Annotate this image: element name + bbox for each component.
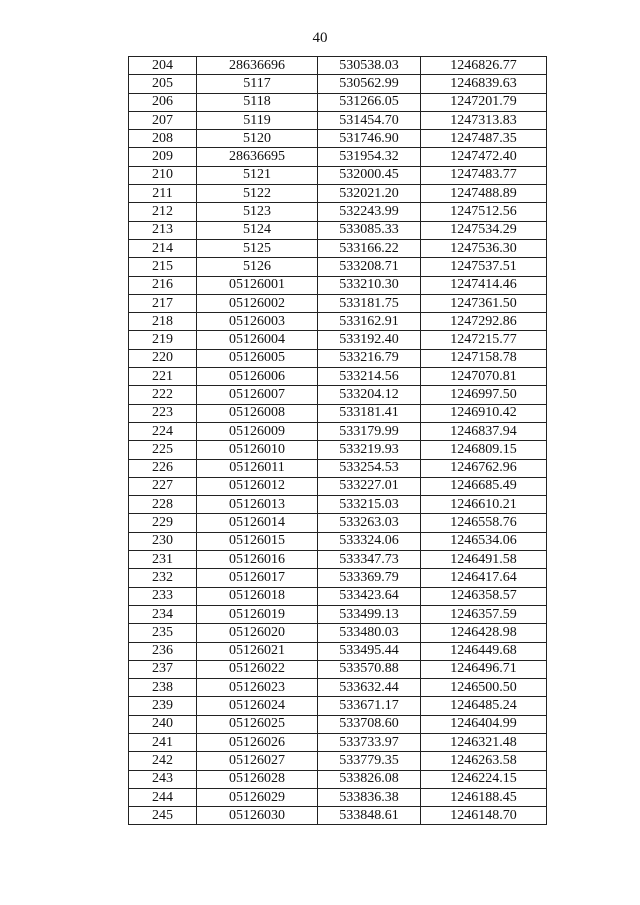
y-coordinate-cell: 1246558.76 <box>421 514 547 532</box>
y-coordinate-cell: 1247472.40 <box>421 148 547 166</box>
y-coordinate-cell: 1246263.58 <box>421 752 547 770</box>
x-coordinate-cell: 533324.06 <box>318 532 421 550</box>
y-coordinate-cell: 1247361.50 <box>421 294 547 312</box>
y-coordinate-cell: 1246610.21 <box>421 496 547 514</box>
y-coordinate-cell: 1247512.56 <box>421 203 547 221</box>
y-coordinate-cell: 1247534.29 <box>421 221 547 239</box>
table-row <box>129 276 547 294</box>
point-id-cell: 28636695 <box>197 148 318 166</box>
row-number-cell: 218 <box>129 313 197 331</box>
point-id-cell: 05126018 <box>197 587 318 605</box>
point-id-cell: 05126025 <box>197 715 318 733</box>
x-coordinate-cell: 533499.13 <box>318 605 421 623</box>
row-number-cell: 207 <box>129 111 197 129</box>
row-number-cell: 204 <box>129 57 197 75</box>
x-coordinate-cell: 533733.97 <box>318 733 421 751</box>
x-coordinate-cell: 533671.17 <box>318 697 421 715</box>
point-id-cell: 5118 <box>197 93 318 111</box>
x-coordinate-cell: 533227.01 <box>318 477 421 495</box>
y-coordinate-cell: 1247313.83 <box>421 111 547 129</box>
row-number-cell: 226 <box>129 459 197 477</box>
y-coordinate-cell: 1246837.94 <box>421 422 547 440</box>
y-coordinate-cell: 1246762.96 <box>421 459 547 477</box>
table-row <box>129 807 547 825</box>
x-coordinate-cell: 532000.45 <box>318 166 421 184</box>
row-number-cell: 224 <box>129 422 197 440</box>
row-number-cell: 222 <box>129 386 197 404</box>
point-id-cell: 05126011 <box>197 459 318 477</box>
table-row <box>129 313 547 331</box>
x-coordinate-cell: 533570.88 <box>318 660 421 678</box>
row-number-cell: 208 <box>129 130 197 148</box>
y-coordinate-cell: 1246428.98 <box>421 624 547 642</box>
x-coordinate-cell: 533204.12 <box>318 386 421 404</box>
row-number-cell: 230 <box>129 532 197 550</box>
row-number-cell: 209 <box>129 148 197 166</box>
table-row <box>129 185 547 203</box>
y-coordinate-cell: 1246449.68 <box>421 642 547 660</box>
x-coordinate-cell: 531954.32 <box>318 148 421 166</box>
x-coordinate-cell: 533162.91 <box>318 313 421 331</box>
x-coordinate-cell: 533166.22 <box>318 239 421 257</box>
x-coordinate-cell: 533210.30 <box>318 276 421 294</box>
row-number-cell: 227 <box>129 477 197 495</box>
y-coordinate-cell: 1246997.50 <box>421 386 547 404</box>
table-row <box>129 294 547 312</box>
row-number-cell: 211 <box>129 185 197 203</box>
point-id-cell: 05126021 <box>197 642 318 660</box>
row-number-cell: 217 <box>129 294 197 312</box>
x-coordinate-cell: 533179.99 <box>318 422 421 440</box>
x-coordinate-cell: 531746.90 <box>318 130 421 148</box>
x-coordinate-cell: 533192.40 <box>318 331 421 349</box>
y-coordinate-cell: 1247292.86 <box>421 313 547 331</box>
x-coordinate-cell: 533214.56 <box>318 368 421 386</box>
row-number-cell: 232 <box>129 569 197 587</box>
x-coordinate-cell: 530538.03 <box>318 57 421 75</box>
point-id-cell: 05126009 <box>197 422 318 440</box>
table-row <box>129 349 547 367</box>
table-row <box>129 422 547 440</box>
row-number-cell: 239 <box>129 697 197 715</box>
row-number-cell: 234 <box>129 605 197 623</box>
row-number-cell: 225 <box>129 441 197 459</box>
x-coordinate-cell: 531266.05 <box>318 93 421 111</box>
table-row <box>129 166 547 184</box>
y-coordinate-cell: 1246826.77 <box>421 57 547 75</box>
x-coordinate-cell: 531454.70 <box>318 111 421 129</box>
x-coordinate-cell: 533826.08 <box>318 770 421 788</box>
table-row <box>129 111 547 129</box>
y-coordinate-cell: 1246685.49 <box>421 477 547 495</box>
table-row <box>129 404 547 422</box>
table-row <box>129 239 547 257</box>
row-number-cell: 229 <box>129 514 197 532</box>
point-id-cell: 05126014 <box>197 514 318 532</box>
table-row <box>129 459 547 477</box>
x-coordinate-cell: 533708.60 <box>318 715 421 733</box>
point-id-cell: 05126019 <box>197 605 318 623</box>
point-id-cell: 05126027 <box>197 752 318 770</box>
y-coordinate-cell: 1246496.71 <box>421 660 547 678</box>
x-coordinate-cell: 533215.03 <box>318 496 421 514</box>
point-id-cell: 05126015 <box>197 532 318 550</box>
table-row <box>129 605 547 623</box>
row-number-cell: 220 <box>129 349 197 367</box>
x-coordinate-cell: 533216.79 <box>318 349 421 367</box>
table-row <box>129 569 547 587</box>
x-coordinate-cell: 533347.73 <box>318 551 421 569</box>
row-number-cell: 228 <box>129 496 197 514</box>
x-coordinate-cell: 530562.99 <box>318 75 421 93</box>
y-coordinate-cell: 1247487.35 <box>421 130 547 148</box>
point-id-cell: 5117 <box>197 75 318 93</box>
point-id-cell: 05126013 <box>197 496 318 514</box>
point-id-cell: 05126024 <box>197 697 318 715</box>
x-coordinate-cell: 533085.33 <box>318 221 421 239</box>
y-coordinate-cell: 1246839.63 <box>421 75 547 93</box>
y-coordinate-cell: 1246534.06 <box>421 532 547 550</box>
x-coordinate-cell: 533632.44 <box>318 679 421 697</box>
row-number-cell: 214 <box>129 239 197 257</box>
row-number-cell: 243 <box>129 770 197 788</box>
table-row <box>129 203 547 221</box>
row-number-cell: 236 <box>129 642 197 660</box>
table-row <box>129 551 547 569</box>
row-number-cell: 233 <box>129 587 197 605</box>
point-id-cell: 05126003 <box>197 313 318 331</box>
x-coordinate-cell: 533219.93 <box>318 441 421 459</box>
y-coordinate-cell: 1246417.64 <box>421 569 547 587</box>
table-row <box>129 221 547 239</box>
point-id-cell: 05126026 <box>197 733 318 751</box>
x-coordinate-cell: 533181.75 <box>318 294 421 312</box>
coordinates-table-body <box>129 57 547 825</box>
point-id-cell: 5119 <box>197 111 318 129</box>
y-coordinate-cell: 1246188.45 <box>421 788 547 806</box>
point-id-cell: 5121 <box>197 166 318 184</box>
point-id-cell: 05126016 <box>197 551 318 569</box>
table-row <box>129 752 547 770</box>
table-row <box>129 733 547 751</box>
table-row <box>129 130 547 148</box>
y-coordinate-cell: 1247201.79 <box>421 93 547 111</box>
x-coordinate-cell: 533369.79 <box>318 569 421 587</box>
y-coordinate-cell: 1246910.42 <box>421 404 547 422</box>
point-id-cell: 05126005 <box>197 349 318 367</box>
row-number-cell: 237 <box>129 660 197 678</box>
x-coordinate-cell: 533263.03 <box>318 514 421 532</box>
coordinates-table <box>128 56 547 825</box>
table-row <box>129 148 547 166</box>
row-number-cell: 221 <box>129 368 197 386</box>
point-id-cell: 05126028 <box>197 770 318 788</box>
row-number-cell: 212 <box>129 203 197 221</box>
row-number-cell: 238 <box>129 679 197 697</box>
point-id-cell: 05126020 <box>197 624 318 642</box>
point-id-cell: 5124 <box>197 221 318 239</box>
table-row <box>129 93 547 111</box>
x-coordinate-cell: 532021.20 <box>318 185 421 203</box>
point-id-cell: 05126008 <box>197 404 318 422</box>
table-row <box>129 660 547 678</box>
table-row <box>129 624 547 642</box>
x-coordinate-cell: 532243.99 <box>318 203 421 221</box>
y-coordinate-cell: 1247158.78 <box>421 349 547 367</box>
row-number-cell: 240 <box>129 715 197 733</box>
y-coordinate-cell: 1246404.99 <box>421 715 547 733</box>
point-id-cell: 05126001 <box>197 276 318 294</box>
point-id-cell: 05126030 <box>197 807 318 825</box>
table-row <box>129 477 547 495</box>
row-number-cell: 206 <box>129 93 197 111</box>
x-coordinate-cell: 533181.41 <box>318 404 421 422</box>
y-coordinate-cell: 1247483.77 <box>421 166 547 184</box>
row-number-cell: 244 <box>129 788 197 806</box>
y-coordinate-cell: 1247070.81 <box>421 368 547 386</box>
y-coordinate-cell: 1247414.46 <box>421 276 547 294</box>
point-id-cell: 05126012 <box>197 477 318 495</box>
y-coordinate-cell: 1247488.89 <box>421 185 547 203</box>
row-number-cell: 205 <box>129 75 197 93</box>
row-number-cell: 231 <box>129 551 197 569</box>
point-id-cell: 05126007 <box>197 386 318 404</box>
y-coordinate-cell: 1247537.51 <box>421 258 547 276</box>
y-coordinate-cell: 1246485.24 <box>421 697 547 715</box>
page-number: 40 <box>312 30 328 46</box>
point-id-cell: 05126029 <box>197 788 318 806</box>
row-number-cell: 216 <box>129 276 197 294</box>
point-id-cell: 05126004 <box>197 331 318 349</box>
table-row <box>129 514 547 532</box>
y-coordinate-cell: 1246224.15 <box>421 770 547 788</box>
y-coordinate-cell: 1247215.77 <box>421 331 547 349</box>
y-coordinate-cell: 1246809.15 <box>421 441 547 459</box>
table-row <box>129 788 547 806</box>
point-id-cell: 5122 <box>197 185 318 203</box>
x-coordinate-cell: 533423.64 <box>318 587 421 605</box>
point-id-cell: 05126010 <box>197 441 318 459</box>
table-row <box>129 368 547 386</box>
y-coordinate-cell: 1246500.50 <box>421 679 547 697</box>
table-row <box>129 642 547 660</box>
x-coordinate-cell: 533836.38 <box>318 788 421 806</box>
x-coordinate-cell: 533208.71 <box>318 258 421 276</box>
row-number-cell: 235 <box>129 624 197 642</box>
point-id-cell: 05126023 <box>197 679 318 697</box>
table-row <box>129 75 547 93</box>
table-row <box>129 331 547 349</box>
point-id-cell: 5120 <box>197 130 318 148</box>
x-coordinate-cell: 533254.53 <box>318 459 421 477</box>
x-coordinate-cell: 533495.44 <box>318 642 421 660</box>
x-coordinate-cell: 533480.03 <box>318 624 421 642</box>
row-number-cell: 215 <box>129 258 197 276</box>
row-number-cell: 245 <box>129 807 197 825</box>
table-row <box>129 715 547 733</box>
point-id-cell: 5126 <box>197 258 318 276</box>
y-coordinate-cell: 1246357.59 <box>421 605 547 623</box>
table-row <box>129 441 547 459</box>
table-row <box>129 697 547 715</box>
table-row <box>129 770 547 788</box>
row-number-cell: 219 <box>129 331 197 349</box>
y-coordinate-cell: 1246358.57 <box>421 587 547 605</box>
y-coordinate-cell: 1246491.58 <box>421 551 547 569</box>
table-row <box>129 679 547 697</box>
y-coordinate-cell: 1247536.30 <box>421 239 547 257</box>
y-coordinate-cell: 1246321.48 <box>421 733 547 751</box>
point-id-cell: 28636696 <box>197 57 318 75</box>
row-number-cell: 213 <box>129 221 197 239</box>
x-coordinate-cell: 533848.61 <box>318 807 421 825</box>
table-row <box>129 57 547 75</box>
point-id-cell: 05126006 <box>197 368 318 386</box>
table-row <box>129 386 547 404</box>
table-row <box>129 587 547 605</box>
point-id-cell: 5125 <box>197 239 318 257</box>
row-number-cell: 242 <box>129 752 197 770</box>
row-number-cell: 241 <box>129 733 197 751</box>
table-row <box>129 258 547 276</box>
table-row <box>129 532 547 550</box>
point-id-cell: 05126002 <box>197 294 318 312</box>
row-number-cell: 223 <box>129 404 197 422</box>
point-id-cell: 05126022 <box>197 660 318 678</box>
point-id-cell: 05126017 <box>197 569 318 587</box>
table-row <box>129 496 547 514</box>
x-coordinate-cell: 533779.35 <box>318 752 421 770</box>
y-coordinate-cell: 1246148.70 <box>421 807 547 825</box>
row-number-cell: 210 <box>129 166 197 184</box>
point-id-cell: 5123 <box>197 203 318 221</box>
